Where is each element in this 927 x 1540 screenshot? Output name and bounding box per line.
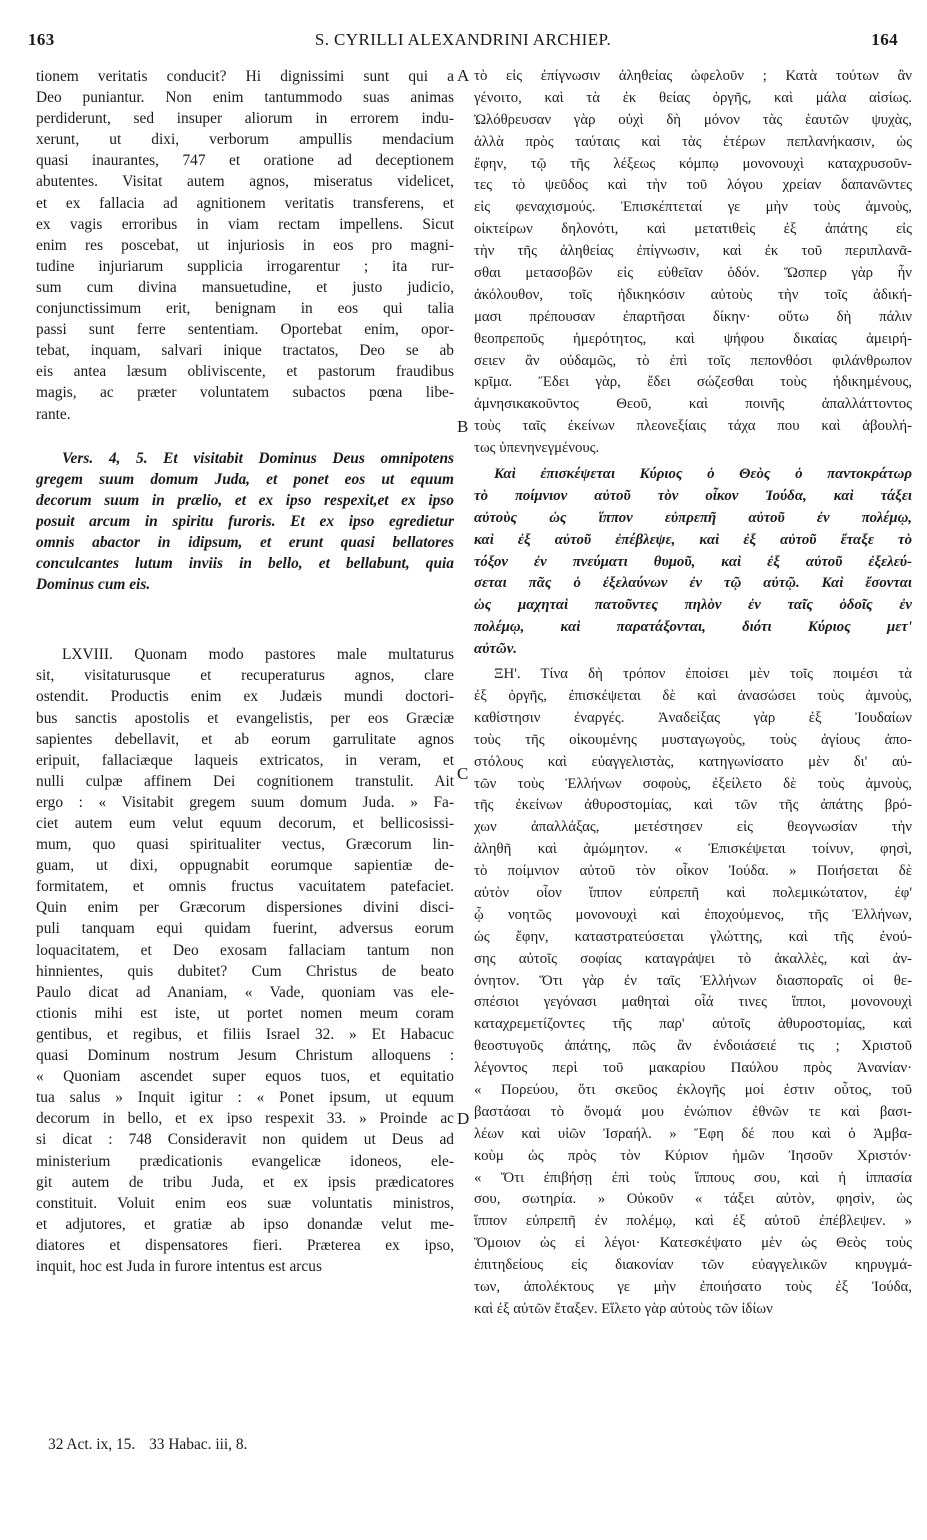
greek-verse-line: σεται πᾶς ὁ ἐξελαύνων ἐν τῷ αὐτῷ. Καὶ ἔσονται bbox=[474, 575, 912, 592]
greek-verse-line: τόξον ἐν πνεύματι θυμοῦ, καὶ ἐξ αὐτοῦ ἐξελεύ- bbox=[474, 553, 912, 570]
latin-text-line: diatores et dispensatores fieri. Præterea ex ipso, bbox=[36, 1236, 454, 1254]
greek-text-line: ὡς ἔφην, καταστρατεύσεται γλώττης, καὶ τῆς ἐνού- bbox=[474, 928, 912, 945]
greek-verse-line: Καὶ ἐπισκέψεται Κύριος ὁ Θεὸς ὁ παντοκράτωρ bbox=[494, 466, 912, 483]
greek-text-line: βαστάσαι τὸ ὄνομά μου ἐνώπιον ἐθνῶν τε καὶ βασι- bbox=[474, 1103, 912, 1120]
greek-verse-line: αὐτῶν. bbox=[474, 641, 517, 658]
greek-text-line: σθαι μετασοβῶν εἰς εὐθεῖαν ὁδόν. Ὥσπερ γὰρ ἦν bbox=[474, 265, 912, 282]
latin-verse-line: omnis abactor in idipsum, et erunt quasi bellatores bbox=[36, 533, 454, 551]
greek-text-line: τῆς ἐκείνων ἀθυροστομίας, καὶ τῶν τῆς ἀπάτης βρό- bbox=[474, 797, 912, 814]
greek-text-line: σπέσιοι γεγόνασι μαθηταὶ οἷά τινες ἵπποι, μονονουχὶ bbox=[474, 994, 912, 1011]
greek-verse-line: πολέμῳ, καὶ παρατάξονται, διότι Κύριος μετ' bbox=[474, 619, 912, 636]
latin-text-line: git autem de tribu Juda, et ex ipsis prædicatores bbox=[36, 1173, 454, 1191]
latin-text-line: bus sanctis apostolis et evangelistis, per eos Græciæ bbox=[36, 709, 454, 727]
latin-text-line: tionem veritatis conducit? Hi dignissimi sunt qui a bbox=[36, 68, 454, 85]
latin-text-line: eripuit, fallaciæque laqueis extricatos, in veram, et bbox=[36, 751, 454, 769]
greek-text-line: τὸ εἰς ἐπίγνωσιν ἀληθείας ὠφελοῦν ; Κατὰ τούτων ἂν bbox=[474, 68, 912, 84]
greek-column bbox=[474, 66, 912, 1321]
latin-text-line: tudine injuriarum supplicia irrogarentur ; ita rur- bbox=[36, 257, 454, 275]
greek-text-line: θεοστυγοῦς ἀπάτης, πῶς ἂν ἐνδοιάσειέ τις ; Χριστοῦ bbox=[474, 1038, 912, 1055]
greek-verse-line: καὶ ἐξ αὐτοῦ ἐπέβλεψε, καὶ ἐξ αὐτοῦ ἔταξε τὸ bbox=[474, 531, 912, 548]
greek-text-line: οἰκτείρων δηλονότι, καὶ μετατιθεὶς ἐξ ἀπάτης εἰς bbox=[474, 221, 912, 238]
greek-text-line: ἀλλὰ πρὸς ταύταις καὶ τὰς ἑτέρων πεπλανήκασιν, ὡς bbox=[474, 133, 912, 150]
greek-text-line: κοὺμ ὡς πρὸς τὸν Κύριον ἡμῶν Ἰησοῦν Χριστόν· bbox=[474, 1147, 912, 1164]
greek-text-line: τῶν τοὺς Ἑλλήνων σοφοὺς, ἐξείλετο δὲ τοὺς ἀμνοὺς, bbox=[474, 775, 912, 792]
latin-text-line: xerunt, ut dixi, verborum ampullis mendacium bbox=[36, 131, 454, 149]
margin-marker-c: C bbox=[457, 764, 469, 783]
latin-text-line: abutentes. Visitat autem agnos, miseratus videlicet, bbox=[36, 173, 454, 191]
latin-text-line: ex vagis erroribus in viam rectam impellens. Sicut bbox=[36, 215, 454, 233]
greek-text-line: σου, σωτηρία. » Οὐκοῦν « τάξει αὐτὸν, φησὶν, ὡς bbox=[474, 1191, 912, 1208]
latin-text-line: formitatem, et omnis fructus vacuitatem patefaciet. bbox=[36, 878, 454, 896]
latin-text-line: ctionis mihi est iste, ut portet nomen meum coram bbox=[36, 1004, 454, 1022]
latin-text-line: ergo : « Visitabit gregem suum domum Juda. » Fa- bbox=[36, 793, 454, 811]
latin-text-line: eis antea læsum obliviscente, et pastorum fraudibus bbox=[36, 363, 454, 381]
latin-text-line: rante. bbox=[36, 405, 71, 423]
latin-text-line: ciet autem eum velut equum decorum, et bellicosissi- bbox=[36, 815, 454, 832]
latin-verse-line: posuit arcum in spiritu furoris. Et ex ipso egredietur bbox=[36, 512, 454, 530]
greek-text-line: καταχρεμετίζοντες τῆς παρ' αὐτοῖς ἀθυροστομίας, καὶ bbox=[474, 1016, 912, 1033]
latin-verse-line: Dominus cum eis. bbox=[36, 576, 151, 594]
latin-text-line: mum, quo quasi spiritualiter vectus, Græcorum lin- bbox=[36, 836, 454, 854]
latin-text-line: magis, ac præter voluntatem subactos pœna libe- bbox=[36, 384, 454, 402]
latin-text-line: ministerium prædicationis evangelicæ idoneos, ele- bbox=[36, 1152, 454, 1170]
latin-text-line: quasi inaurantes, 747 et oratione ad deceptionem bbox=[36, 152, 454, 170]
latin-text-line: et adjutores, et gratiæ ab ipso donandæ velut me- bbox=[36, 1215, 454, 1233]
latin-text-line: et ex fallacia ad agnitionem veritatis transferens, et bbox=[36, 194, 454, 212]
latin-text-line: puli tanquam equi quidam fuerint, adversus eorum bbox=[36, 920, 454, 938]
greek-text-line: χων ἀπαλλάξας, μετέστησεν εἰς θεογνωσίαν τὴν bbox=[474, 819, 912, 836]
footnote-33: 33 Habac. iii, 8. bbox=[149, 1436, 248, 1453]
greek-text-line: θεοπρεποῦς ἡμερότητος, καὶ ψήφου δικαίας ἀμειρή- bbox=[474, 330, 912, 347]
greek-text-line: ἀληθῆ καὶ ἀμώμητον. « Ἐπισκέψεται τοίνυν, φησὶ, bbox=[474, 841, 912, 858]
greek-text-line: των, ἀπολέκτους γε μὴν ἐποιήσατο τοὺς ἐξ Ἰούδα, bbox=[474, 1278, 912, 1295]
greek-text-line: τὴν τῆς ἀληθείας ἐπίγνωσιν, καὶ ἐκ τοῦ περιπλανᾶ- bbox=[474, 243, 912, 260]
greek-text-line: εἰς φεναχισμούς. Ἐπισκέπτεταί γε μὴν τοὺς ἀμνοὺς, bbox=[474, 199, 912, 216]
latin-text-line: nulli culpæ affinem Dei cognitionem transtulit. Ait bbox=[36, 772, 454, 790]
latin-text-line: Paulo dicat ad Ananiam, « Vade, quoniam vas ele- bbox=[36, 983, 454, 1001]
greek-text-line: ἵππον εὐπρεπῆ ἐν πολέμῳ, καὶ ἐξ αὐτοῦ ἐπέβλεψεν. » bbox=[474, 1213, 912, 1230]
greek-text-line: ΞΗ'. Τίνα δὴ τρόπον ἐποίσει μὲν τοῖς ποιμέσι τὰ bbox=[494, 666, 912, 683]
latin-text-line: hinnientes, quis dubitet? Cum Christus de beato bbox=[36, 962, 454, 980]
greek-text-line: ᾧ νοητῶς μονονουχὶ καὶ ἐποχούμενος, τῆς Ἑλλήνων, bbox=[474, 906, 912, 923]
greek-text-line: σης αὐτοῖς σοφίας καταγράψει τὸ ἀκαλλὲς, καὶ ἀν- bbox=[474, 950, 912, 967]
latin-text-line: LXVIII. Quonam modo pastores male multaturus bbox=[62, 646, 454, 664]
page-number-right: 164 bbox=[871, 30, 898, 49]
latin-text-line: sum cum divina mansuetudine, et justo judicio, bbox=[36, 278, 454, 296]
latin-text-line: conjunctissimum erit, benignam in eos qui talia bbox=[36, 300, 454, 318]
greek-text-line: αὐτὸν οἷον ἵππον εὐπρεπῆ καὶ πολεμικώτατον, ἐφ' bbox=[474, 884, 912, 901]
greek-text-line: τοὺς ταῖς ἐκείνων πλεονεξίαις τάχα που καὶ ἀβουλή- bbox=[474, 418, 912, 435]
latin-text-line: guam, ut dixi, oppugnabit eorumque sapientiæ de- bbox=[36, 857, 454, 875]
latin-text-line: passi sunt ferre sententiam. Oportebat enim, opor- bbox=[36, 321, 454, 339]
greek-text-line: Ὅμοιον ὡς εἰ λέγοι· Κατεσκέψατο μὲν ὡς Θεὸς τοὺς bbox=[474, 1235, 912, 1252]
margin-marker-d: D bbox=[457, 1109, 470, 1128]
latin-text-line: Quin enim per Græcorum dispersiones divini disci- bbox=[36, 899, 454, 917]
running-title: S. CYRILLI ALEXANDRINI ARCHIEP. bbox=[314, 30, 612, 49]
latin-text-line: gentibus, et regibus, et filiis Israel 32. » Et Habacuc bbox=[36, 1025, 454, 1043]
latin-text-line: ostendit. Productis enim ex Judæis mundi doctori- bbox=[36, 688, 454, 706]
latin-column bbox=[36, 66, 454, 1277]
greek-text-line: μασι πρέπουσαν ἐπαρτῆσαι δίκην· οὕτω δὴ πάλιν bbox=[474, 308, 912, 325]
page-number-left: 163 bbox=[28, 30, 55, 49]
greek-text-line: τως ὑπενηνεγμένους. bbox=[474, 440, 600, 457]
latin-text-line: sit, visitaturusque et recuperaturus agnos, clare bbox=[36, 667, 454, 685]
greek-text-line: « Ὅτι ἐπιβήσῃ ἐπὶ τοὺς ἵππους σου, καὶ ἡ ἱππασία bbox=[474, 1169, 912, 1186]
latin-text-line: perdiderunt, sed insuper aliorum in errorem indu- bbox=[36, 110, 454, 128]
greek-verse-line: αὐτοὺς ὡς ἵππον εὐπρεπῆ αὐτοῦ ἐν πολέμῳ, bbox=[474, 509, 912, 526]
latin-text-line: tua salus » Inquit igitur : « Ponet ipsum, ut equum bbox=[36, 1089, 454, 1107]
latin-text-line: sapientes debellavit, et ab eorum garrulitate agnos bbox=[36, 730, 454, 748]
greek-text-line: « Πορεύου, ὅτι σκεῦος ἐκλογῆς μοί ἐστιν οὗτος, τοῦ bbox=[474, 1081, 912, 1098]
greek-text-line: λέων καὶ υἱῶν Ἰσραήλ. » Ἔφη δέ που καὶ ὁ Ἀμβα- bbox=[474, 1125, 912, 1142]
latin-verse-line: conculcantes lutum inviis in bello, et bellabunt, quia bbox=[36, 555, 454, 573]
greek-text-line: καθίστησιν ἐναργές. Ἀναδείξας γὰρ ἐξ Ἰουδαίων bbox=[474, 709, 912, 726]
latin-text-line: constituit. Voluit enim eos suæ voluntatis ministros, bbox=[36, 1194, 454, 1212]
greek-text-line: ἀκόλουθον, τοῖς ἠδικηκόσιν αὐτοὺς τὴν τοῖς ἀδική- bbox=[474, 286, 912, 303]
greek-text-line: Ὠλόθρευσαν γὰρ οὐχὶ δὴ μόνον τὰς ἑαυτῶν ψυχὰς, bbox=[474, 111, 912, 128]
greek-text-line: στόλους καὶ εὐαγγελιστὰς, κατηγωνίσατο μὲν δι' αὐ- bbox=[474, 753, 912, 770]
margin-marker-a: A bbox=[457, 66, 470, 85]
greek-text-line: τοὺς τῆς οἰκουμένης μυσταγωγοὺς, τοὺς ἁγίους ἀπο- bbox=[474, 731, 912, 748]
greek-text-line: ἐπιτηδείους εἰς διακονίαν τῶν εὐαγγελικῶν κηρυγμά- bbox=[474, 1257, 912, 1274]
latin-text-line: quasi Dominum nostrum Jesum Christum alloquens : bbox=[36, 1047, 454, 1065]
latin-verse-line: decorum suum in prælio, et ex ipso respexit,et ex ipso bbox=[36, 491, 454, 509]
latin-text-line: enim res poscebat, ut injuriosis in eos pro magni- bbox=[36, 236, 454, 254]
latin-verse-line: gregem suum domum Juda, et ponet eos ut equum bbox=[36, 470, 454, 488]
paragraph-gap bbox=[36, 595, 454, 644]
greek-text-line: κρῖμα. Ἔδει γὰρ, ἔδει σώζεσθαι τοὺς ἠδικημένους, bbox=[474, 374, 912, 391]
latin-text-line: si dicat : 748 Consideravit non quidem ut Deus ad bbox=[36, 1131, 454, 1149]
greek-text-line: καὶ ἐξ αὐτῶν ἔταξεν. Εἵλετο γὰρ αὐτοὺς τῶν ἰδίων bbox=[474, 1300, 773, 1317]
latin-text-line: decorum in bello, et ex ipso respexit 33. » Proinde ac bbox=[36, 1110, 454, 1128]
greek-text-line: ἔφην, τῷ τῆς λέξεως κόμπῳ μονονουχὶ καταχρυσοῦν- bbox=[474, 155, 912, 172]
latin-verse-line: Vers. 4, 5. Et visitabit Dominus Deus omnipotens bbox=[62, 449, 454, 467]
latin-text-line: « Quoniam ascendet super equos tuos, et equitatio bbox=[36, 1068, 454, 1086]
footnote-32: 32 Act. ix, 15. bbox=[48, 1436, 136, 1453]
greek-text-line: όνητον. Ὅτι γὰρ ἐν ταῖς Ἑλλήνων διασποραῖς οἱ θε- bbox=[474, 972, 912, 989]
running-header bbox=[28, 30, 898, 58]
greek-text-line: γένοιτο, καὶ τὰ ἐκ θείας ὀργῆς, καὶ μάλα αἰσίως. bbox=[474, 89, 912, 106]
greek-text-line: τὸ ποίμνιον αὐτοῦ τὸν οἶκον Ἰούδα. » Ποιήσεται δὲ bbox=[474, 863, 912, 880]
greek-text-line: τες τὸ ψεῦδος καὶ τὴν τοῦ λόγου χρείαν δαπανῶντες bbox=[474, 177, 912, 194]
greek-text-line: ἀμνησικακοῦντος Θεοῦ, καὶ ποινῆς ἀπαλλάττοντος bbox=[474, 396, 912, 413]
latin-text-line: Deo puniantur. Non enim tantummodo suas animas bbox=[36, 89, 454, 107]
greek-text-line: σειεν ἂν οὐδαμῶς, τὸ ἐπὶ τοῖς πεπονθόσι φιλάνθρωπον bbox=[474, 352, 912, 369]
greek-verse-line: ὡς μαχηταὶ πατοῦντες πηλὸν ἐν ταῖς ὁδοῖς ἐν bbox=[474, 597, 912, 614]
greek-text-line: ἐξ ὀργῆς, ἐπισκέψεται δὲ καὶ ἀνασώσει τοὺς ἀμνοὺς, bbox=[474, 687, 912, 704]
latin-text-line: tebat, inquam, salvari inique tractatos, Deo se ab bbox=[36, 342, 454, 360]
paragraph-gap bbox=[36, 425, 454, 448]
footnotes bbox=[48, 1436, 257, 1454]
greek-verse-line: τὸ ποίμνιον αὐτοῦ τὸν οἶκον Ἰούδα, καὶ τάξει bbox=[474, 487, 912, 504]
greek-text-line: λέγοντος περὶ τοῦ μακαρίου Παύλου πρὸς Ἀνανίαν· bbox=[474, 1060, 912, 1077]
latin-text-line: inquit, hoc est Juda in furore intentus est arcus bbox=[36, 1257, 322, 1275]
latin-text-line: loquacitatem, et Deo exosam fallaciam tantum non bbox=[36, 941, 454, 959]
margin-marker-b: B bbox=[457, 417, 469, 436]
